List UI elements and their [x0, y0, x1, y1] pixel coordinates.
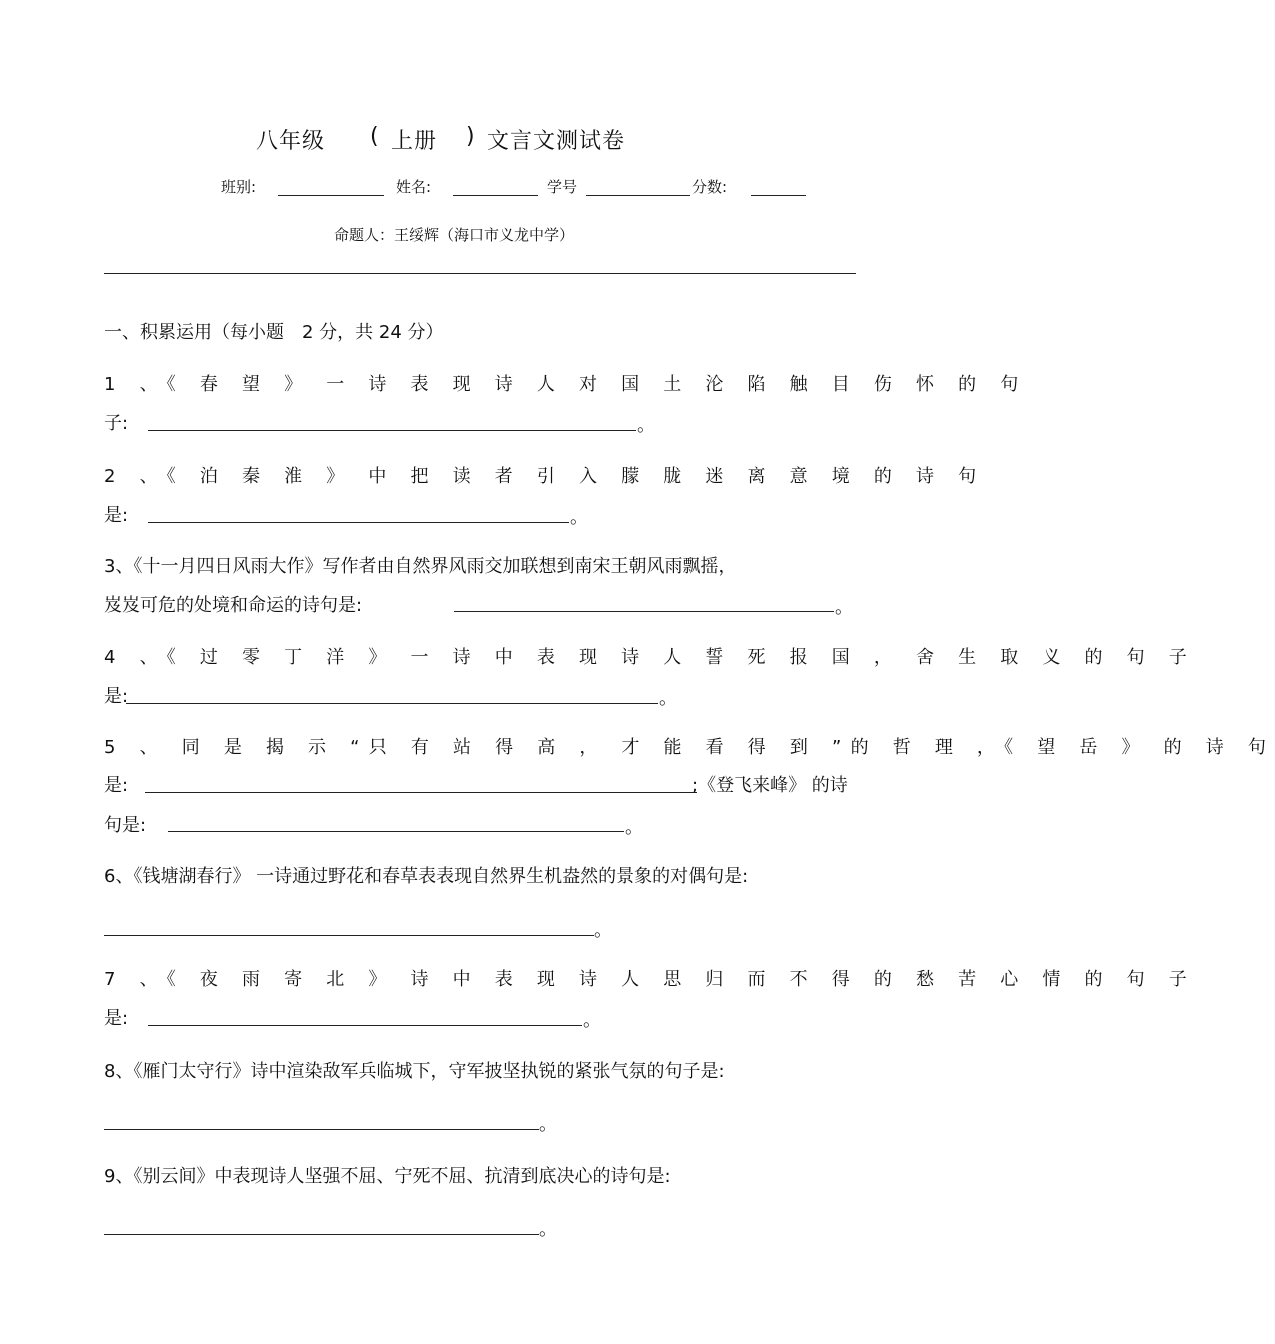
- question-5-text: 5 、 同 是 揭 示 “只 有 站 得 高 ， 才 能 看 得 到 ”的 哲 理 ，《 望 岳 》 的 诗 句: [104, 737, 1275, 758]
- class-label: 班别:: [221, 178, 257, 196]
- question-7-end: 。: [583, 1010, 601, 1031]
- score-blank[interactable]: [751, 195, 806, 196]
- title-right-paren: ): [466, 124, 476, 149]
- question-9-end: 。: [539, 1219, 557, 1240]
- question-7-text: 7 、《 夜 雨 寄 北 》 诗 中 表 现 诗 人 思 归 而 不 得 的 愁 苦 心 情 的 句 子: [104, 969, 1196, 990]
- header-divider: [104, 273, 856, 274]
- question-2-prefix: 是:: [104, 505, 129, 526]
- title-grade: 八年级: [256, 129, 326, 154]
- question-6-text: 6、《钱塘湖春行》 一诗通过野花和春草表表现自然界生机盎然的景象的对偶句是:: [104, 866, 749, 887]
- question-9-answer-blank[interactable]: [104, 1234, 539, 1235]
- question-3-answer-blank[interactable]: [454, 611, 834, 612]
- question-1-prefix: 子:: [104, 413, 129, 434]
- question-1-answer-blank[interactable]: [148, 430, 636, 431]
- title-volume: 上册: [391, 129, 438, 154]
- score-label: 分数:: [692, 178, 728, 196]
- question-4-answer-blank[interactable]: [126, 703, 658, 704]
- question-2-end: 。: [570, 507, 588, 528]
- question-9-text: 9、《别云间》中表现诗人坚强不屈、宁死不屈、抗清到底决心的诗句是:: [104, 1166, 671, 1187]
- question-1-end: 。: [637, 415, 655, 436]
- question-8-text: 8、《雁门太守行》诗中渲染敌军兵临城下，守军披坚执锐的紧张气氛的句子是:: [104, 1061, 725, 1082]
- question-4-end: 。: [659, 688, 677, 709]
- question-5-mid: ;《登飞来峰》 的诗: [692, 775, 848, 796]
- question-5-prefix: 是:: [104, 775, 129, 796]
- question-7-prefix: 是:: [104, 1008, 129, 1029]
- question-8-end: 。: [539, 1114, 557, 1135]
- student-id-label: 学号: [547, 178, 578, 196]
- question-6-answer-blank[interactable]: [104, 935, 594, 936]
- question-1-text: 1 、《 春 望 》 一 诗 表 现 诗 人 对 国 土 沦 陷 触 目 伤 怀 的 句: [104, 374, 1028, 395]
- section-heading: 一、积累运用（每小题 2 分，共 24 分）: [104, 322, 444, 343]
- question-3-text: 3、《十一月四日风雨大作》写作者由自然界风雨交加联想到南宋王朝风雨飘摇，: [104, 556, 737, 577]
- class-blank[interactable]: [278, 195, 384, 196]
- question-6-end: 。: [594, 920, 612, 941]
- page-title: 文言文测试卷: [487, 129, 626, 154]
- question-5-answer-blank-2[interactable]: [168, 831, 624, 832]
- question-3-end: 。: [835, 597, 853, 618]
- question-4-text: 4 、《 过 零 丁 洋 》 一 诗 中 表 现 诗 人 誓 死 报 国 ， 舍 生 取 义 的 句 子: [104, 647, 1196, 668]
- author-line: 命题人：王绥辉（海口市义龙中学）: [334, 226, 575, 244]
- question-3-text-cont: 岌岌可危的处境和命运的诗句是:: [104, 595, 363, 616]
- question-8-answer-blank[interactable]: [104, 1129, 539, 1130]
- question-2-text: 2 、《 泊 秦 淮 》 中 把 读 者 引 入 朦 胧 迷 离 意 境 的 诗 句: [104, 466, 986, 487]
- title-left-paren: (: [370, 124, 380, 149]
- question-4-prefix: 是:: [104, 686, 129, 707]
- question-5-end: 。: [625, 817, 643, 838]
- name-label: 姓名:: [396, 178, 432, 196]
- question-5-answer-blank-1[interactable]: [145, 792, 697, 793]
- question-5-prefix-2: 句是:: [104, 815, 147, 836]
- question-7-answer-blank[interactable]: [148, 1025, 582, 1026]
- student-id-blank[interactable]: [586, 195, 690, 196]
- question-2-answer-blank[interactable]: [148, 522, 569, 523]
- name-blank[interactable]: [453, 195, 538, 196]
